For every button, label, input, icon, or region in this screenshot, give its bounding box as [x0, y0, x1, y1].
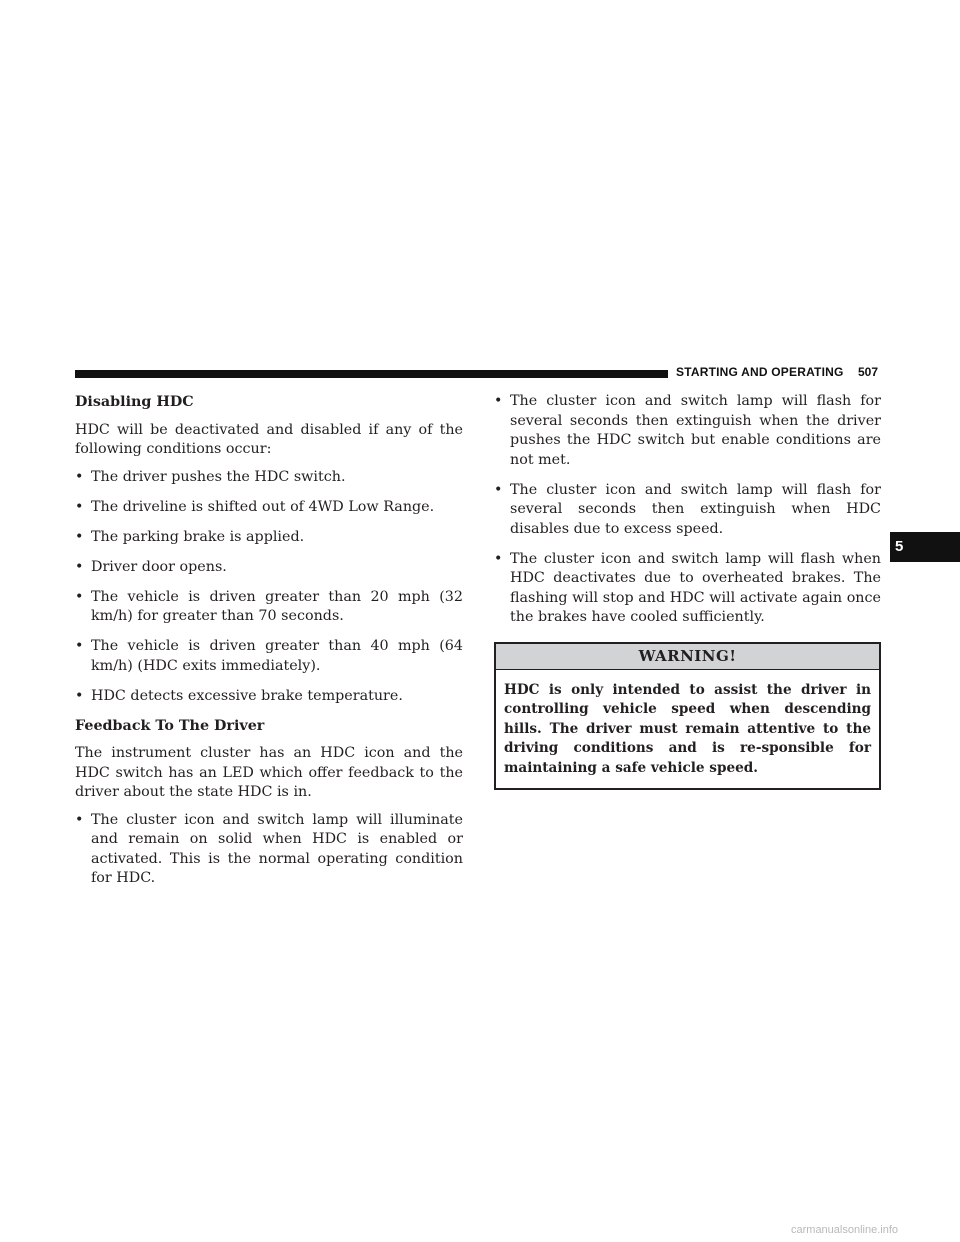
bullet-icon: • — [494, 393, 503, 409]
feedback-intro: The instrument cluster has an HDC icon and the HDC switch has an LED which offer feedback to the driver about the state HDC is in. — [75, 745, 463, 800]
list-item-text: Driver door opens. — [91, 558, 227, 575]
header-rule — [75, 370, 668, 378]
list-item — [494, 392, 881, 470]
list-item-text: The driveline is shifted out of 4WD Low Range. — [91, 498, 435, 515]
list-item-text: The vehicle is driven greater than 20 mph (32 km/h) for greater than 70 seconds. — [91, 588, 463, 624]
list-item — [75, 468, 463, 488]
bullet-icon: • — [75, 498, 84, 515]
bullet-icon: • — [494, 481, 503, 498]
warning-title: WARNING! — [496, 644, 879, 670]
bullet-icon: • — [75, 528, 84, 545]
warning-body: HDC is only intended to assist the driver in controlling vehicle speed when descending hills. The driver must remain attentive to the driving conditions and is re-sponsible for maintaining a safe vehicle speed. — [504, 681, 871, 776]
list-item — [75, 528, 463, 548]
bullet-icon: • — [75, 588, 84, 605]
heading-disabling-hdc: Disabling HDC — [75, 394, 194, 410]
bullet-icon: • — [494, 550, 503, 567]
list-item — [75, 498, 463, 518]
section-title: STARTING AND OPERATING — [676, 365, 844, 379]
warning-box — [494, 642, 881, 791]
list-item — [75, 811, 463, 889]
list-item-text: The vehicle is driven greater than 40 mph (64 km/h) (HDC exits immediately). — [91, 638, 463, 674]
list-item — [494, 481, 881, 540]
chapter-tab: 5 — [890, 532, 960, 562]
bullet-icon: • — [75, 638, 84, 654]
bullet-icon: • — [75, 687, 84, 704]
list-item-text: HDC detects excessive brake temperature. — [91, 687, 403, 704]
list-item — [75, 558, 463, 578]
bullet-icon: • — [75, 558, 84, 575]
disable-intro: HDC will be deactivated and disabled if any of the following conditions occur: — [75, 421, 463, 457]
list-item-text: The parking brake is applied. — [91, 528, 305, 545]
right-column — [494, 392, 881, 790]
left-column — [75, 393, 463, 899]
list-item — [494, 550, 881, 628]
bullet-icon: • — [75, 468, 84, 485]
list-item — [75, 687, 463, 707]
list-item-text: The cluster icon and switch lamp will flash for several seconds then extinguish when the driver pushes the HDC switch but enable conditions are not met. — [510, 393, 881, 468]
bullet-icon: • — [75, 811, 84, 828]
list-item-text: The cluster icon and switch lamp will illuminate and remain on solid when HDC is enabled or activated. This is the normal operating condition for HDC. — [91, 811, 463, 886]
heading-feedback: Feedback To The Driver — [75, 717, 265, 734]
list-item — [75, 588, 463, 627]
list-item-text: The driver pushes the HDC switch. — [91, 468, 346, 485]
footer-watermark: carmanualsonline.info — [791, 1224, 899, 1236]
list-item-text: The cluster icon and switch lamp will flash for several seconds then extinguish when HDC disables due to excess speed. — [510, 481, 881, 537]
list-item — [75, 637, 463, 676]
page-number: 507 — [858, 365, 879, 379]
list-item-text: The cluster icon and switch lamp will flash when HDC deactivates due to overheated brakes. The flashing will stop and HDC will activate again once the brakes have cooled sufficiently. — [510, 550, 881, 625]
